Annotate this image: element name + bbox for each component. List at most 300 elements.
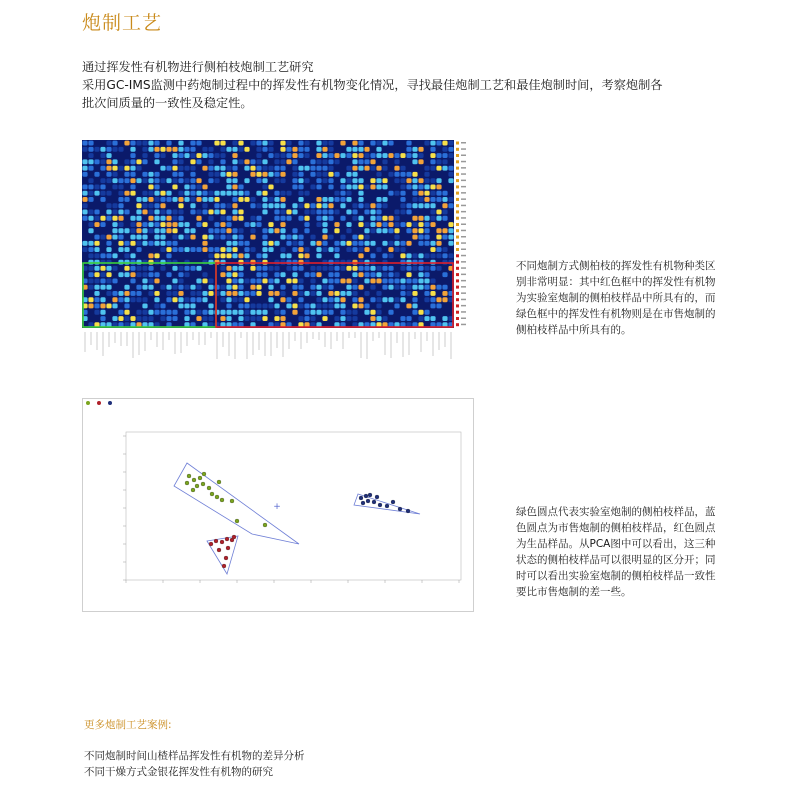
heatmap-cell xyxy=(334,197,339,202)
heatmap-cell xyxy=(322,266,327,271)
heatmap-cell xyxy=(256,141,261,146)
heatmap-cell xyxy=(388,310,393,315)
heatmap-cell xyxy=(202,247,207,252)
heatmap-cell xyxy=(190,185,195,190)
heatmap-cell xyxy=(274,203,279,208)
heatmap-cell xyxy=(442,291,447,296)
pca-point-red xyxy=(226,546,230,550)
heatmap-cell xyxy=(352,279,357,284)
heatmap-cell xyxy=(328,266,333,271)
heatmap-cell xyxy=(94,304,99,309)
heatmap-cell xyxy=(286,241,291,246)
heatmap-cell xyxy=(130,141,135,146)
pca-point-red xyxy=(220,540,224,544)
heatmap-cell xyxy=(298,141,303,146)
heatmap-cell xyxy=(274,272,279,277)
heatmap-cell xyxy=(262,191,267,196)
row-label-tick xyxy=(461,305,466,307)
heatmap-cell xyxy=(160,197,165,202)
heatmap-cell xyxy=(160,241,165,246)
more-case-item[interactable]: 不同炮制时间山楂样品挥发性有机物的差异分析 xyxy=(84,750,305,762)
more-cases-title: 更多炮制工艺案例: xyxy=(84,719,172,731)
heatmap-cell xyxy=(250,247,255,252)
heatmap-cell xyxy=(448,141,453,146)
pca-point-green xyxy=(263,523,267,527)
heatmap-cell xyxy=(172,185,177,190)
heatmap-cell xyxy=(226,185,231,190)
heatmap-cell xyxy=(346,197,351,202)
heatmap-cell xyxy=(430,216,435,221)
heatmap-cell xyxy=(388,153,393,158)
heatmap-cell xyxy=(106,266,111,271)
heatmap-cell xyxy=(274,279,279,284)
heatmap-cell xyxy=(364,153,369,158)
intro-line: 批次间质量的一致性及稳定性。 xyxy=(82,96,253,110)
heatmap-cell xyxy=(376,141,381,146)
heatmap-cell xyxy=(388,272,393,277)
heatmap-cell xyxy=(358,272,363,277)
heatmap-cell xyxy=(136,272,141,277)
heatmap-cell xyxy=(226,147,231,152)
heatmap-cell xyxy=(364,166,369,171)
pca-point-green xyxy=(192,478,196,482)
heatmap-cell xyxy=(364,222,369,227)
heatmap-cell xyxy=(136,266,141,271)
heatmap-cell xyxy=(238,260,243,265)
heatmap-cell xyxy=(394,235,399,240)
heatmap-cell xyxy=(136,316,141,321)
heatmap-cell xyxy=(154,260,159,265)
heatmap-cell xyxy=(394,279,399,284)
heatmap-cell xyxy=(220,247,225,252)
heatmap-cell xyxy=(244,191,249,196)
heatmap-cell xyxy=(280,247,285,252)
heatmap-cell xyxy=(136,285,141,290)
heatmap-cell xyxy=(184,178,189,183)
heatmap-cell xyxy=(298,316,303,321)
heatmap-cell xyxy=(364,266,369,271)
heatmap-cell xyxy=(424,197,429,202)
heatmap-cell xyxy=(322,166,327,171)
heatmap-cell xyxy=(340,153,345,158)
heatmap-cell xyxy=(316,147,321,152)
heatmap-cell xyxy=(148,310,153,315)
heatmap-cell xyxy=(358,235,363,240)
heatmap-cell xyxy=(346,185,351,190)
heatmap-cell xyxy=(418,310,423,315)
heatmap-cell xyxy=(244,297,249,302)
heatmap-cell xyxy=(322,222,327,227)
heatmap-cell xyxy=(160,260,165,265)
heatmap-cell xyxy=(310,279,315,284)
heatmap-cell xyxy=(358,247,363,252)
heatmap-cell xyxy=(256,166,261,171)
heatmap-cell xyxy=(430,147,435,152)
heatmap-cell xyxy=(250,216,255,221)
heatmap-cell xyxy=(298,185,303,190)
heatmap-cell xyxy=(442,253,447,258)
heatmap-cell xyxy=(118,203,123,208)
heatmap-row-labels xyxy=(456,142,466,327)
pca-point-blue xyxy=(406,509,410,513)
heatmap-cell xyxy=(352,203,357,208)
heatmap-cell xyxy=(310,316,315,321)
heatmap-cell xyxy=(154,272,159,277)
heatmap-cell xyxy=(400,241,405,246)
pca-point-green xyxy=(185,481,189,485)
heatmap-cell xyxy=(412,153,417,158)
heatmap-cell xyxy=(178,222,183,227)
heatmap-cell xyxy=(304,216,309,221)
heatmap-cell xyxy=(166,291,171,296)
pca-point-green xyxy=(202,472,206,476)
heatmap-cell xyxy=(100,235,105,240)
heatmap-cell xyxy=(232,159,237,164)
more-cases-list xyxy=(84,748,305,780)
heatmap-cell xyxy=(400,172,405,177)
heatmap-cell xyxy=(202,185,207,190)
heatmap-cell xyxy=(142,316,147,321)
heatmap-cell xyxy=(310,210,315,215)
heatmap-cell xyxy=(430,210,435,215)
heatmap-cell xyxy=(124,191,129,196)
heatmap-cell xyxy=(424,203,429,208)
heatmap-cell xyxy=(322,216,327,221)
heatmap-cell xyxy=(178,203,183,208)
heatmap-cell xyxy=(118,316,123,321)
heatmap-cell xyxy=(280,172,285,177)
heatmap-cell xyxy=(238,185,243,190)
heatmap-cell xyxy=(280,291,285,296)
heatmap-cell xyxy=(376,297,381,302)
heatmap-cell xyxy=(106,279,111,284)
heatmap-cell xyxy=(322,310,327,315)
heatmap-cell xyxy=(346,222,351,227)
heatmap-cell xyxy=(268,285,273,290)
heatmap-cell xyxy=(82,203,87,208)
row-label-tick xyxy=(461,155,466,157)
heatmap-cell xyxy=(370,141,375,146)
heatmap-cell xyxy=(298,172,303,177)
heatmap-cell xyxy=(172,178,177,183)
row-marker xyxy=(456,192,459,195)
pca-point-red xyxy=(232,535,236,539)
heatmap-cell xyxy=(166,178,171,183)
heatmap-cell xyxy=(238,253,243,258)
heatmap-cell xyxy=(130,253,135,258)
heatmap-cell xyxy=(100,153,105,158)
heatmap-cell xyxy=(142,147,147,152)
heatmap-cell xyxy=(238,216,243,221)
heatmap-cell xyxy=(226,203,231,208)
heatmap-cell xyxy=(292,285,297,290)
heatmap-cell xyxy=(262,266,267,271)
heatmap-cell xyxy=(262,166,267,171)
heatmap-cell xyxy=(232,141,237,146)
row-label-tick xyxy=(461,217,466,219)
heatmap-cell xyxy=(118,147,123,152)
heatmap-cell xyxy=(88,241,93,246)
heatmap-cell xyxy=(244,260,249,265)
heatmap-cell xyxy=(406,304,411,309)
heatmap-cell xyxy=(292,247,297,252)
heatmap-cell xyxy=(406,141,411,146)
heatmap-cell xyxy=(418,159,423,164)
heatmap-cell xyxy=(244,178,249,183)
heatmap-cell xyxy=(334,172,339,177)
heatmap-cell xyxy=(208,253,213,258)
heatmap-cell xyxy=(148,253,153,258)
heatmap-cell xyxy=(136,228,141,233)
heatmap-cell xyxy=(160,191,165,196)
heatmap-cell xyxy=(436,235,441,240)
heatmap-cell xyxy=(424,253,429,258)
heatmap-cell xyxy=(214,210,219,215)
heatmap-cell xyxy=(256,304,261,309)
heatmap-cell xyxy=(262,141,267,146)
heatmap-cell xyxy=(106,172,111,177)
heatmap-cell xyxy=(400,197,405,202)
heatmap-cell xyxy=(340,310,345,315)
heatmap-cell xyxy=(388,297,393,302)
heatmap-cell xyxy=(424,228,429,233)
heatmap-cell xyxy=(130,316,135,321)
heatmap-cell xyxy=(424,191,429,196)
heatmap-cell xyxy=(136,291,141,296)
heatmap-cell xyxy=(424,272,429,277)
heatmap-cell xyxy=(226,178,231,183)
pca-point-green xyxy=(191,488,195,492)
heatmap-cell xyxy=(328,279,333,284)
heatmap-cell xyxy=(202,272,207,277)
heatmap-cell xyxy=(100,191,105,196)
heatmap-cell xyxy=(172,316,177,321)
heatmap-cell xyxy=(88,247,93,252)
heatmap-cell xyxy=(334,210,339,215)
heatmap-cell xyxy=(400,291,405,296)
heatmap-cell xyxy=(424,216,429,221)
heatmap-cell xyxy=(190,266,195,271)
heatmap-cell xyxy=(160,210,165,215)
heatmap-cell xyxy=(154,210,159,215)
heatmap-cell xyxy=(166,316,171,321)
pca-point-blue xyxy=(375,495,379,499)
heatmap-cell xyxy=(292,153,297,158)
heatmap-cell xyxy=(190,310,195,315)
heatmap-cell xyxy=(442,235,447,240)
heatmap-cell xyxy=(166,241,171,246)
heatmap-cell xyxy=(172,172,177,177)
heatmap-cell xyxy=(118,178,123,183)
heatmap-cell xyxy=(220,228,225,233)
heatmap-cell xyxy=(376,316,381,321)
heatmap-cell xyxy=(148,203,153,208)
heatmap-cell xyxy=(124,141,129,146)
heatmap-cell xyxy=(412,178,417,183)
heatmap-cell xyxy=(304,228,309,233)
heatmap-cell xyxy=(364,228,369,233)
heatmap-cell xyxy=(334,272,339,277)
heatmap-cell xyxy=(100,310,105,315)
heatmap-cell xyxy=(112,216,117,221)
heatmap-cell xyxy=(346,210,351,215)
heatmap-cell xyxy=(328,185,333,190)
heatmap-cell xyxy=(322,210,327,215)
heatmap-cell xyxy=(112,166,117,171)
heatmap-cell xyxy=(118,247,123,252)
heatmap-cell xyxy=(268,304,273,309)
row-label-tick xyxy=(461,142,466,144)
heatmap-cell xyxy=(424,316,429,321)
heatmap-cell xyxy=(256,203,261,208)
heatmap-cell xyxy=(100,253,105,258)
row-label-tick xyxy=(461,249,466,251)
heatmap-cell xyxy=(208,210,213,215)
heatmap-cell xyxy=(376,185,381,190)
heatmap-cell xyxy=(334,253,339,258)
heatmap-cell xyxy=(154,222,159,227)
heatmap-cell xyxy=(334,222,339,227)
heatmap-cell xyxy=(376,291,381,296)
heatmap-cell xyxy=(436,191,441,196)
heatmap-cell xyxy=(148,266,153,271)
heatmap-cell xyxy=(400,185,405,190)
heatmap-cell xyxy=(304,222,309,227)
heatmap-cell xyxy=(292,241,297,246)
heatmap-cell xyxy=(304,272,309,277)
heatmap-cell xyxy=(352,185,357,190)
heatmap-cell xyxy=(442,216,447,221)
heatmap-cell xyxy=(220,159,225,164)
heatmap-cell xyxy=(106,210,111,215)
heatmap-cell xyxy=(130,216,135,221)
pca-point-red xyxy=(224,556,228,560)
heatmap-cell xyxy=(166,228,171,233)
heatmap-cell xyxy=(370,285,375,290)
heatmap-cell xyxy=(178,247,183,252)
heatmap-cell xyxy=(286,297,291,302)
heatmap-cell xyxy=(442,247,447,252)
heatmap-cell xyxy=(160,247,165,252)
heatmap-cell xyxy=(406,241,411,246)
heatmap-cell xyxy=(88,279,93,284)
heatmap-cell xyxy=(316,291,321,296)
heatmap-cell xyxy=(280,178,285,183)
heatmap-cell xyxy=(220,172,225,177)
heatmap-cell xyxy=(346,285,351,290)
heatmap-cell xyxy=(250,316,255,321)
heatmap-cell xyxy=(400,247,405,252)
heatmap-cell xyxy=(178,297,183,302)
heatmap-cell xyxy=(316,266,321,271)
heatmap-cell xyxy=(178,191,183,196)
heatmap-cell xyxy=(226,304,231,309)
heatmap-cell xyxy=(112,185,117,190)
heatmap-cell xyxy=(208,172,213,177)
heatmap-cell xyxy=(442,260,447,265)
heatmap-cell xyxy=(322,247,327,252)
heatmap-cell xyxy=(418,216,423,221)
heatmap-cell xyxy=(358,166,363,171)
heatmap-cell xyxy=(172,279,177,284)
heatmap-cell xyxy=(286,147,291,152)
heatmap-cell xyxy=(136,178,141,183)
heatmap-cell xyxy=(196,222,201,227)
heatmap-cell xyxy=(124,166,129,171)
heatmap-cell xyxy=(94,210,99,215)
heatmap-cell xyxy=(196,266,201,271)
heatmap-cell xyxy=(412,147,417,152)
heatmap-cell xyxy=(376,222,381,227)
heatmap-cell xyxy=(412,253,417,258)
heatmap-cell xyxy=(292,291,297,296)
heatmap-cell xyxy=(412,228,417,233)
heatmap-cell xyxy=(376,153,381,158)
heatmap-cell xyxy=(322,260,327,265)
heatmap-cell xyxy=(154,304,159,309)
heatmap-cell xyxy=(400,166,405,171)
heatmap-cell xyxy=(82,172,87,177)
heatmap-cell xyxy=(220,316,225,321)
intro-line: 通过挥发性有机物进行侧柏枝炮制工艺研究 xyxy=(82,60,314,74)
heatmap-cell xyxy=(208,216,213,221)
heatmap-cell xyxy=(184,247,189,252)
heatmap-cell xyxy=(106,141,111,146)
heatmap-cell xyxy=(190,141,195,146)
row-label-tick xyxy=(461,274,466,276)
heatmap-cell xyxy=(328,178,333,183)
heatmap-cell xyxy=(382,279,387,284)
caption-line: 为实验室炮制的侧柏枝样品中所具有的，而 xyxy=(516,292,716,304)
heatmap-cell xyxy=(238,272,243,277)
heatmap-cell xyxy=(406,153,411,158)
heatmap-cell xyxy=(334,316,339,321)
heatmap-cell xyxy=(142,172,147,177)
heatmap-cell xyxy=(250,304,255,309)
heatmap-cell xyxy=(418,235,423,240)
heatmap-cell xyxy=(148,172,153,177)
heatmap-cell xyxy=(268,197,273,202)
heatmap-cell xyxy=(442,159,447,164)
row-marker xyxy=(456,217,459,220)
heatmap-cell xyxy=(94,285,99,290)
heatmap-cell xyxy=(328,285,333,290)
heatmap-cell xyxy=(130,260,135,265)
heatmap-cell xyxy=(154,310,159,315)
heatmap-cell xyxy=(94,185,99,190)
heatmap-cell xyxy=(142,272,147,277)
heatmap-cell xyxy=(226,222,231,227)
heatmap-cell xyxy=(388,241,393,246)
heatmap-cell xyxy=(106,178,111,183)
row-marker xyxy=(456,323,459,326)
heatmap-cell xyxy=(358,191,363,196)
heatmap-cell xyxy=(172,260,177,265)
more-case-item[interactable]: 不同干燥方式金银花挥发性有机物的研究 xyxy=(84,766,273,778)
heatmap-cell xyxy=(124,291,129,296)
heatmap-cell xyxy=(382,216,387,221)
heatmap-cell xyxy=(214,191,219,196)
heatmap-cell xyxy=(262,316,267,321)
heatmap-cell xyxy=(196,291,201,296)
heatmap-cell xyxy=(388,216,393,221)
heatmap-cell xyxy=(148,260,153,265)
heatmap-cell xyxy=(370,178,375,183)
heatmap-cell xyxy=(112,172,117,177)
heatmap-cell xyxy=(316,241,321,246)
heatmap-cell xyxy=(298,266,303,271)
heatmap-cell xyxy=(178,147,183,152)
